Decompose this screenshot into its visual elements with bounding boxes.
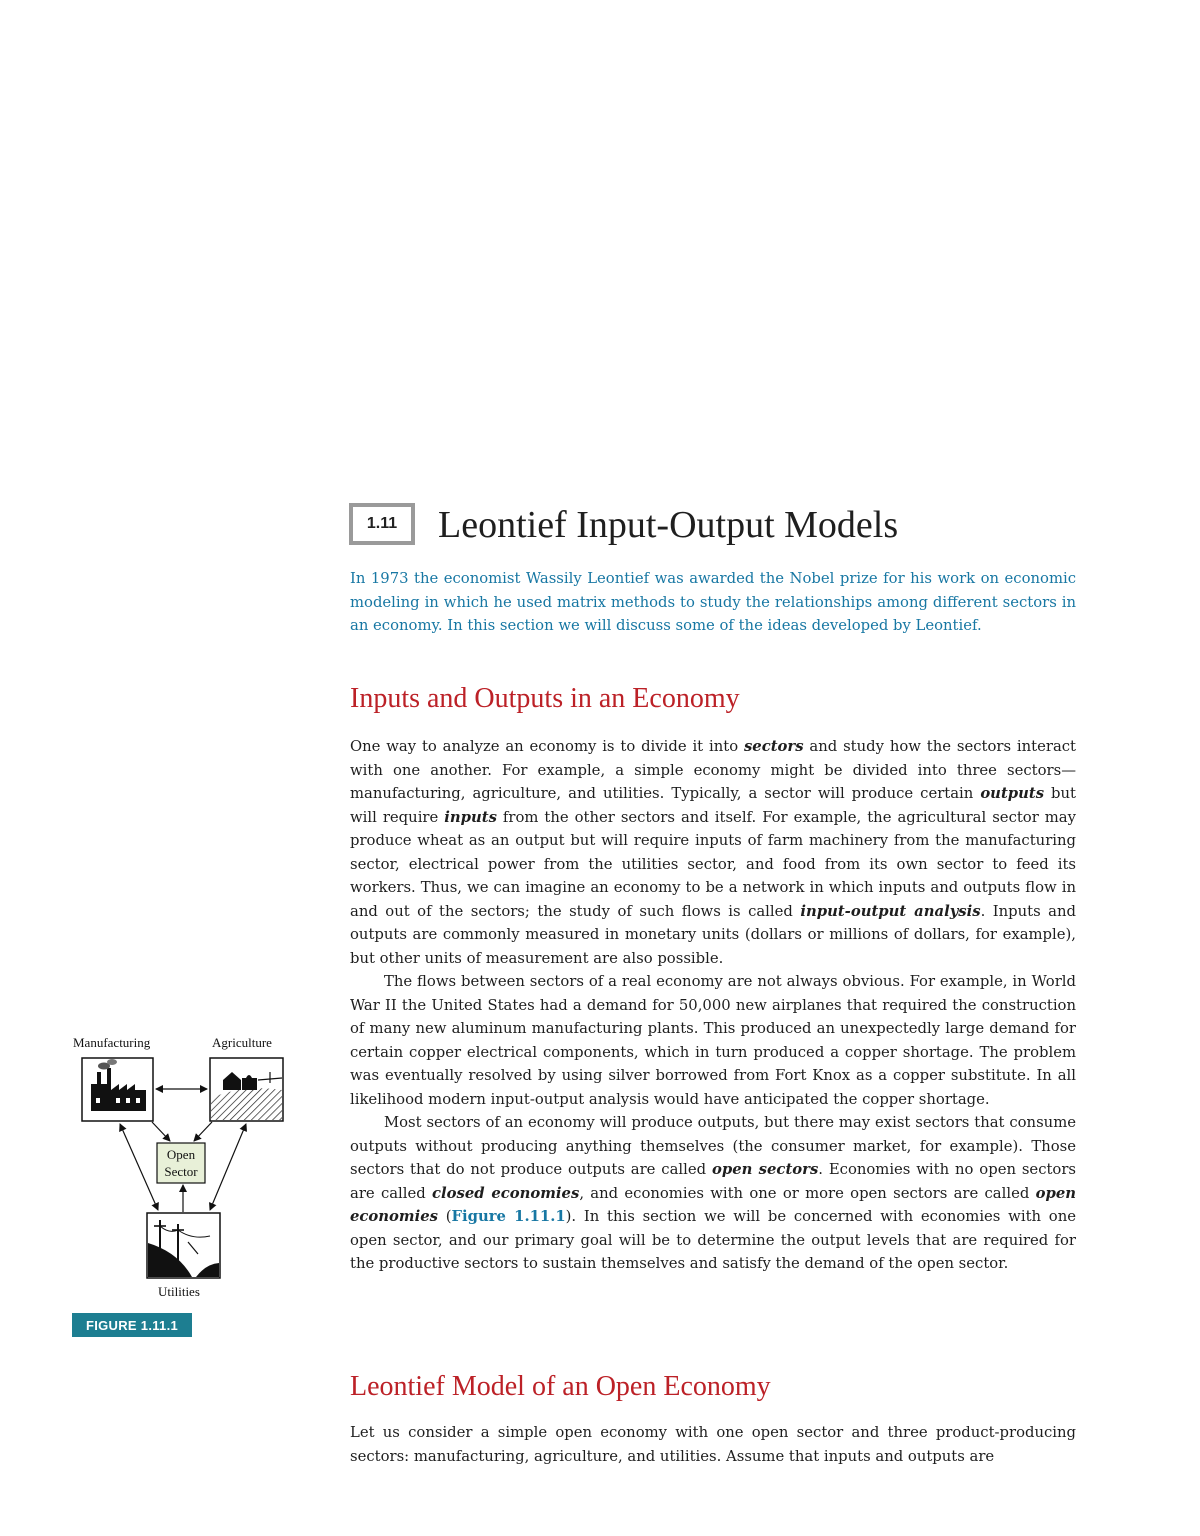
label-agriculture: Agriculture	[212, 1035, 272, 1050]
paragraph-4: Let us consider a simple open economy with one open sector and three product-producing sectors: manufacturing, agriculture, and utilities. Assume that inputs and outputs are	[350, 1424, 1076, 1465]
open-sector-box	[157, 1143, 205, 1183]
label-open: Open	[166, 1147, 196, 1162]
term-outputs: outputs	[980, 785, 1045, 802]
term-sectors: sectors	[743, 738, 804, 755]
paragraph-1: One way to analyze an economy is to divide it into sectors and study how the sectors interact with one another. For example, a simple economy might be divided into three sectors—manufacturing, agriculture, and utilities. Typically, a sector will produce certain outputs but will require inputs from the other sectors and itself. For example, the agricultural sector may produce wheat as an output but will require inputs of farm machinery from the manufacturing sector, electrical power from the utilities sector, and food from its own sector to feed its workers. Thus, we can imagine an economy to be a network in which inputs and outputs flow in and out of the sectors; the study of such flows is called input-output analysis. Inputs and outputs are commonly measured in monetary units (dollars or millions of dollars, for example), but other units of measurement are also possible.	[350, 738, 1076, 967]
sector-network-diagram	[60, 1028, 300, 1318]
term-input-output-analysis: input-output analysis	[800, 902, 981, 920]
section-title: Leontief Input-Output Models	[438, 504, 899, 546]
section-header	[349, 500, 1079, 550]
heading-inputs-outputs: Inputs and Outputs in an Economy	[350, 683, 740, 714]
term-open-sectors: open sectors	[711, 1161, 819, 1178]
utilities-icon	[147, 1213, 220, 1278]
figure-open-economy-diagram	[60, 1028, 300, 1348]
figure-caption: FIGURE 1.11.1	[72, 1313, 192, 1337]
paragraph-2: The flows between sectors of a real economy are not always obvious. For example, in World War II the United States had a demand for 50,000 new airplanes that required the construction of many new aluminum manufacturing plants. This produced an unexpectedly large demand for certain copper electrical components, which in turn produced a copper shortage. The problem was eventually resolved by using silver borrowed from Fort Knox as a copper substitute. In all likelihood modern input-output analysis would have anticipated the copper shortage.	[350, 973, 1076, 1108]
label-utilities: Utilities	[158, 1284, 200, 1299]
term-open-economies: open economies	[350, 1184, 1076, 1225]
body-text-section-1	[350, 735, 1076, 1276]
label-manufacturing: Manufacturing	[73, 1035, 151, 1050]
agriculture-icon	[210, 1058, 283, 1121]
manufacturing-icon	[82, 1058, 153, 1121]
paragraph-3: Most sectors of an economy will produce outputs, but there may exist sectors that consume outputs without producing anything themselves (the consumer market, for example). Those sectors that do not produce outputs are called open sectors. Economies with no open sectors are called closed economies, and economies with one or more open sectors are called open economies (Figure 1.11.1). In this section we will be concerned with economies with one open sector, and our primary goal will be to determine the output levels that are required for the productive sectors to sustain themselves and satisfy the demand of the open sector.	[350, 1114, 1076, 1272]
body-text-section-2	[350, 1421, 1076, 1468]
intro-paragraph: In 1973 the economist Wassily Leontief was awarded the Nobel prize for his work on economic modeling in which he used matrix methods to study the relationships among different sectors in an economy. In this section we will discuss some of the ideas developed by Leontief.	[350, 570, 1076, 634]
section-number: 1.11	[349, 503, 415, 545]
label-sector: Sector	[164, 1164, 198, 1179]
heading-leontief-open-economy: Leontief Model of an Open Economy	[350, 1371, 771, 1402]
term-closed-economies: closed economies	[432, 1184, 580, 1202]
figure-reference-link[interactable]: Figure 1.11.1	[451, 1208, 566, 1225]
term-inputs: inputs	[444, 808, 497, 826]
